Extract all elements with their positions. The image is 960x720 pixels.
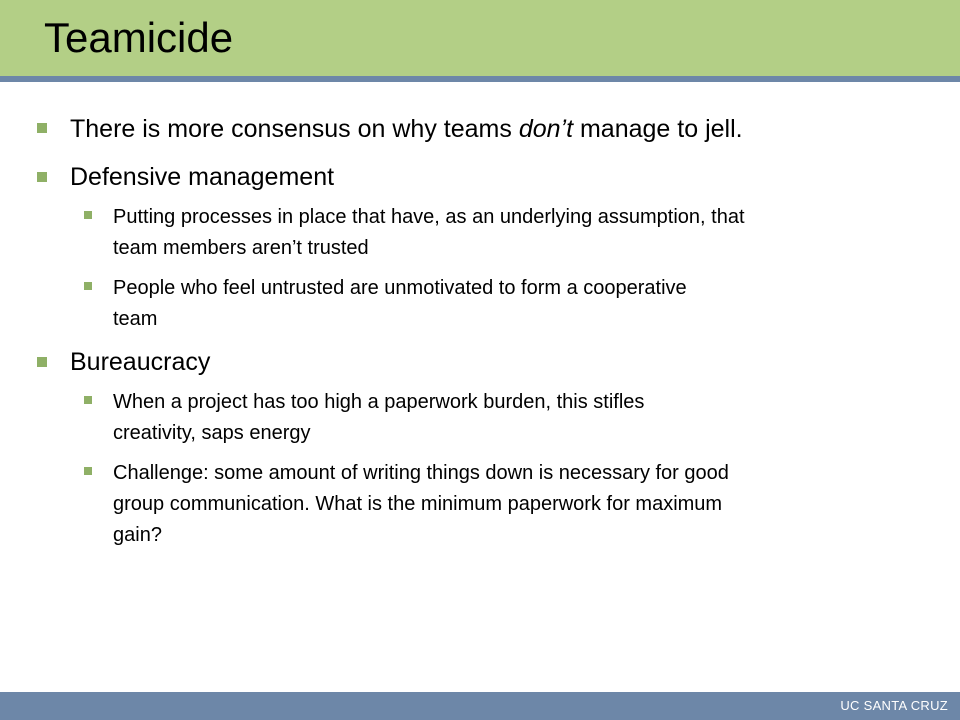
bullet-2-marker bbox=[37, 172, 47, 182]
bullet-1-text-before: There is more consensus on why teams bbox=[70, 115, 519, 143]
bullet-3-text: Bureaucracy bbox=[70, 348, 211, 376]
bullet-2-2-marker bbox=[84, 282, 92, 290]
bullet-2-2-line-1: People who feel untrusted are unmotivated to form a cooperative bbox=[113, 277, 687, 299]
bullet-3-1-line-1: When a project has too high a paperwork burden, this stifles bbox=[113, 391, 645, 413]
bullet-3-2-marker bbox=[84, 467, 92, 475]
bullet-3-2-line-1: Challenge: some amount of writing things down is necessary for good bbox=[113, 462, 729, 484]
bullet-2-1-line-2: team members aren’t trusted bbox=[113, 237, 369, 259]
bullet-3-1-line-2: creativity, saps energy bbox=[113, 422, 311, 444]
bullet-2-1-line-1: Putting processes in place that have, as an underlying assumption, that bbox=[113, 206, 745, 228]
slide-title: Teamicide bbox=[44, 14, 234, 61]
bullet-1-text bbox=[70, 114, 743, 144]
bullet-1-text-after: manage to jell. bbox=[573, 115, 743, 143]
bullet-3-2-line-3: gain? bbox=[113, 524, 162, 546]
bullet-2-text: Defensive management bbox=[70, 163, 335, 191]
bullet-2-1-marker bbox=[84, 211, 92, 219]
footer-bar bbox=[0, 692, 960, 720]
bullet-1-text-emphasis: don’t bbox=[518, 115, 574, 143]
bullet-3-2-line-2: group communication. What is the minimum paperwork for maximum bbox=[113, 493, 723, 515]
bullet-1-marker bbox=[37, 123, 47, 133]
bullet-2-2-line-2: team bbox=[113, 308, 158, 330]
footer-label: UC SANTA CRUZ bbox=[840, 698, 948, 713]
bullet-3-1-marker bbox=[84, 396, 92, 404]
bullet-3-marker bbox=[37, 357, 47, 367]
